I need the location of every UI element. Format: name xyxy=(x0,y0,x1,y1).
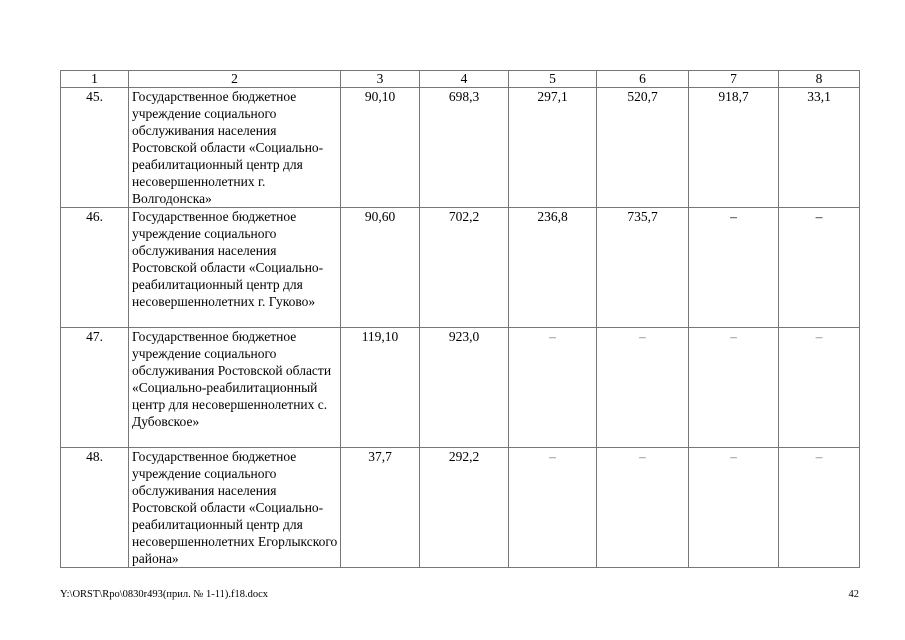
value-col-6: – xyxy=(597,328,689,448)
column-header-4: 4 xyxy=(420,71,509,88)
table-row xyxy=(61,208,860,328)
row-number: 45. xyxy=(61,88,129,208)
row-number: 47. xyxy=(61,328,129,448)
table-row xyxy=(61,328,860,448)
table-row xyxy=(61,88,860,208)
institution-name: Государственное бюджетное учреждение социального обслуживания населения Ростовской области «Социально-реабилитационный центр для несовершеннолетних г. Гуково» xyxy=(129,208,341,328)
value-col-3: 37,7 xyxy=(341,448,420,568)
table-row xyxy=(61,448,860,568)
value-col-4: 702,2 xyxy=(420,208,509,328)
institution-name: Государственное бюджетное учреждение социального обслуживания населения Ростовской области «Социально-реабилитационный центр для несовершеннолетних Егорлыкского района» xyxy=(129,448,341,568)
header-row xyxy=(61,71,860,88)
value-col-4: 923,0 xyxy=(420,328,509,448)
value-col-5: 297,1 xyxy=(509,88,597,208)
value-col-5: – xyxy=(509,328,597,448)
page-number: 42 xyxy=(848,589,859,600)
value-col-8: – xyxy=(779,208,860,328)
column-header-5: 5 xyxy=(509,71,597,88)
value-col-4: 698,3 xyxy=(420,88,509,208)
column-header-2: 2 xyxy=(129,71,341,88)
value-col-6: 735,7 xyxy=(597,208,689,328)
institution-name: Государственное бюджетное учреждение социального обслуживания населения Ростовской области «Социально-реабилитационный центр для несовершеннолетних г. Волгодонска» xyxy=(129,88,341,208)
value-col-7: 918,7 xyxy=(689,88,779,208)
value-col-4: 292,2 xyxy=(420,448,509,568)
institution-name: Государственное бюджетное учреждение социального обслуживания Ростовской области «Социально-реабилитационный центр для несовершеннолетних с. Дубовское» xyxy=(129,328,341,448)
footer-file-path: Y:\ORST\Rpo\0830r493(прил. № 1-11).f18.docx xyxy=(60,589,269,600)
value-col-6: – xyxy=(597,448,689,568)
value-col-3: 90,10 xyxy=(341,88,420,208)
column-header-7: 7 xyxy=(689,71,779,88)
value-col-6: 520,7 xyxy=(597,88,689,208)
column-header-8: 8 xyxy=(779,71,860,88)
column-header-3: 3 xyxy=(341,71,420,88)
value-col-7: – xyxy=(689,328,779,448)
value-col-5: 236,8 xyxy=(509,208,597,328)
value-col-3: 90,60 xyxy=(341,208,420,328)
data-table xyxy=(60,70,860,568)
value-col-3: 119,10 xyxy=(341,328,420,448)
column-header-6: 6 xyxy=(597,71,689,88)
value-col-7: – xyxy=(689,208,779,328)
column-header-1: 1 xyxy=(61,71,129,88)
value-col-8: – xyxy=(779,448,860,568)
value-col-8: 33,1 xyxy=(779,88,860,208)
row-number: 46. xyxy=(61,208,129,328)
value-col-5: – xyxy=(509,448,597,568)
row-number: 48. xyxy=(61,448,129,568)
value-col-7: – xyxy=(689,448,779,568)
value-col-8: – xyxy=(779,328,860,448)
